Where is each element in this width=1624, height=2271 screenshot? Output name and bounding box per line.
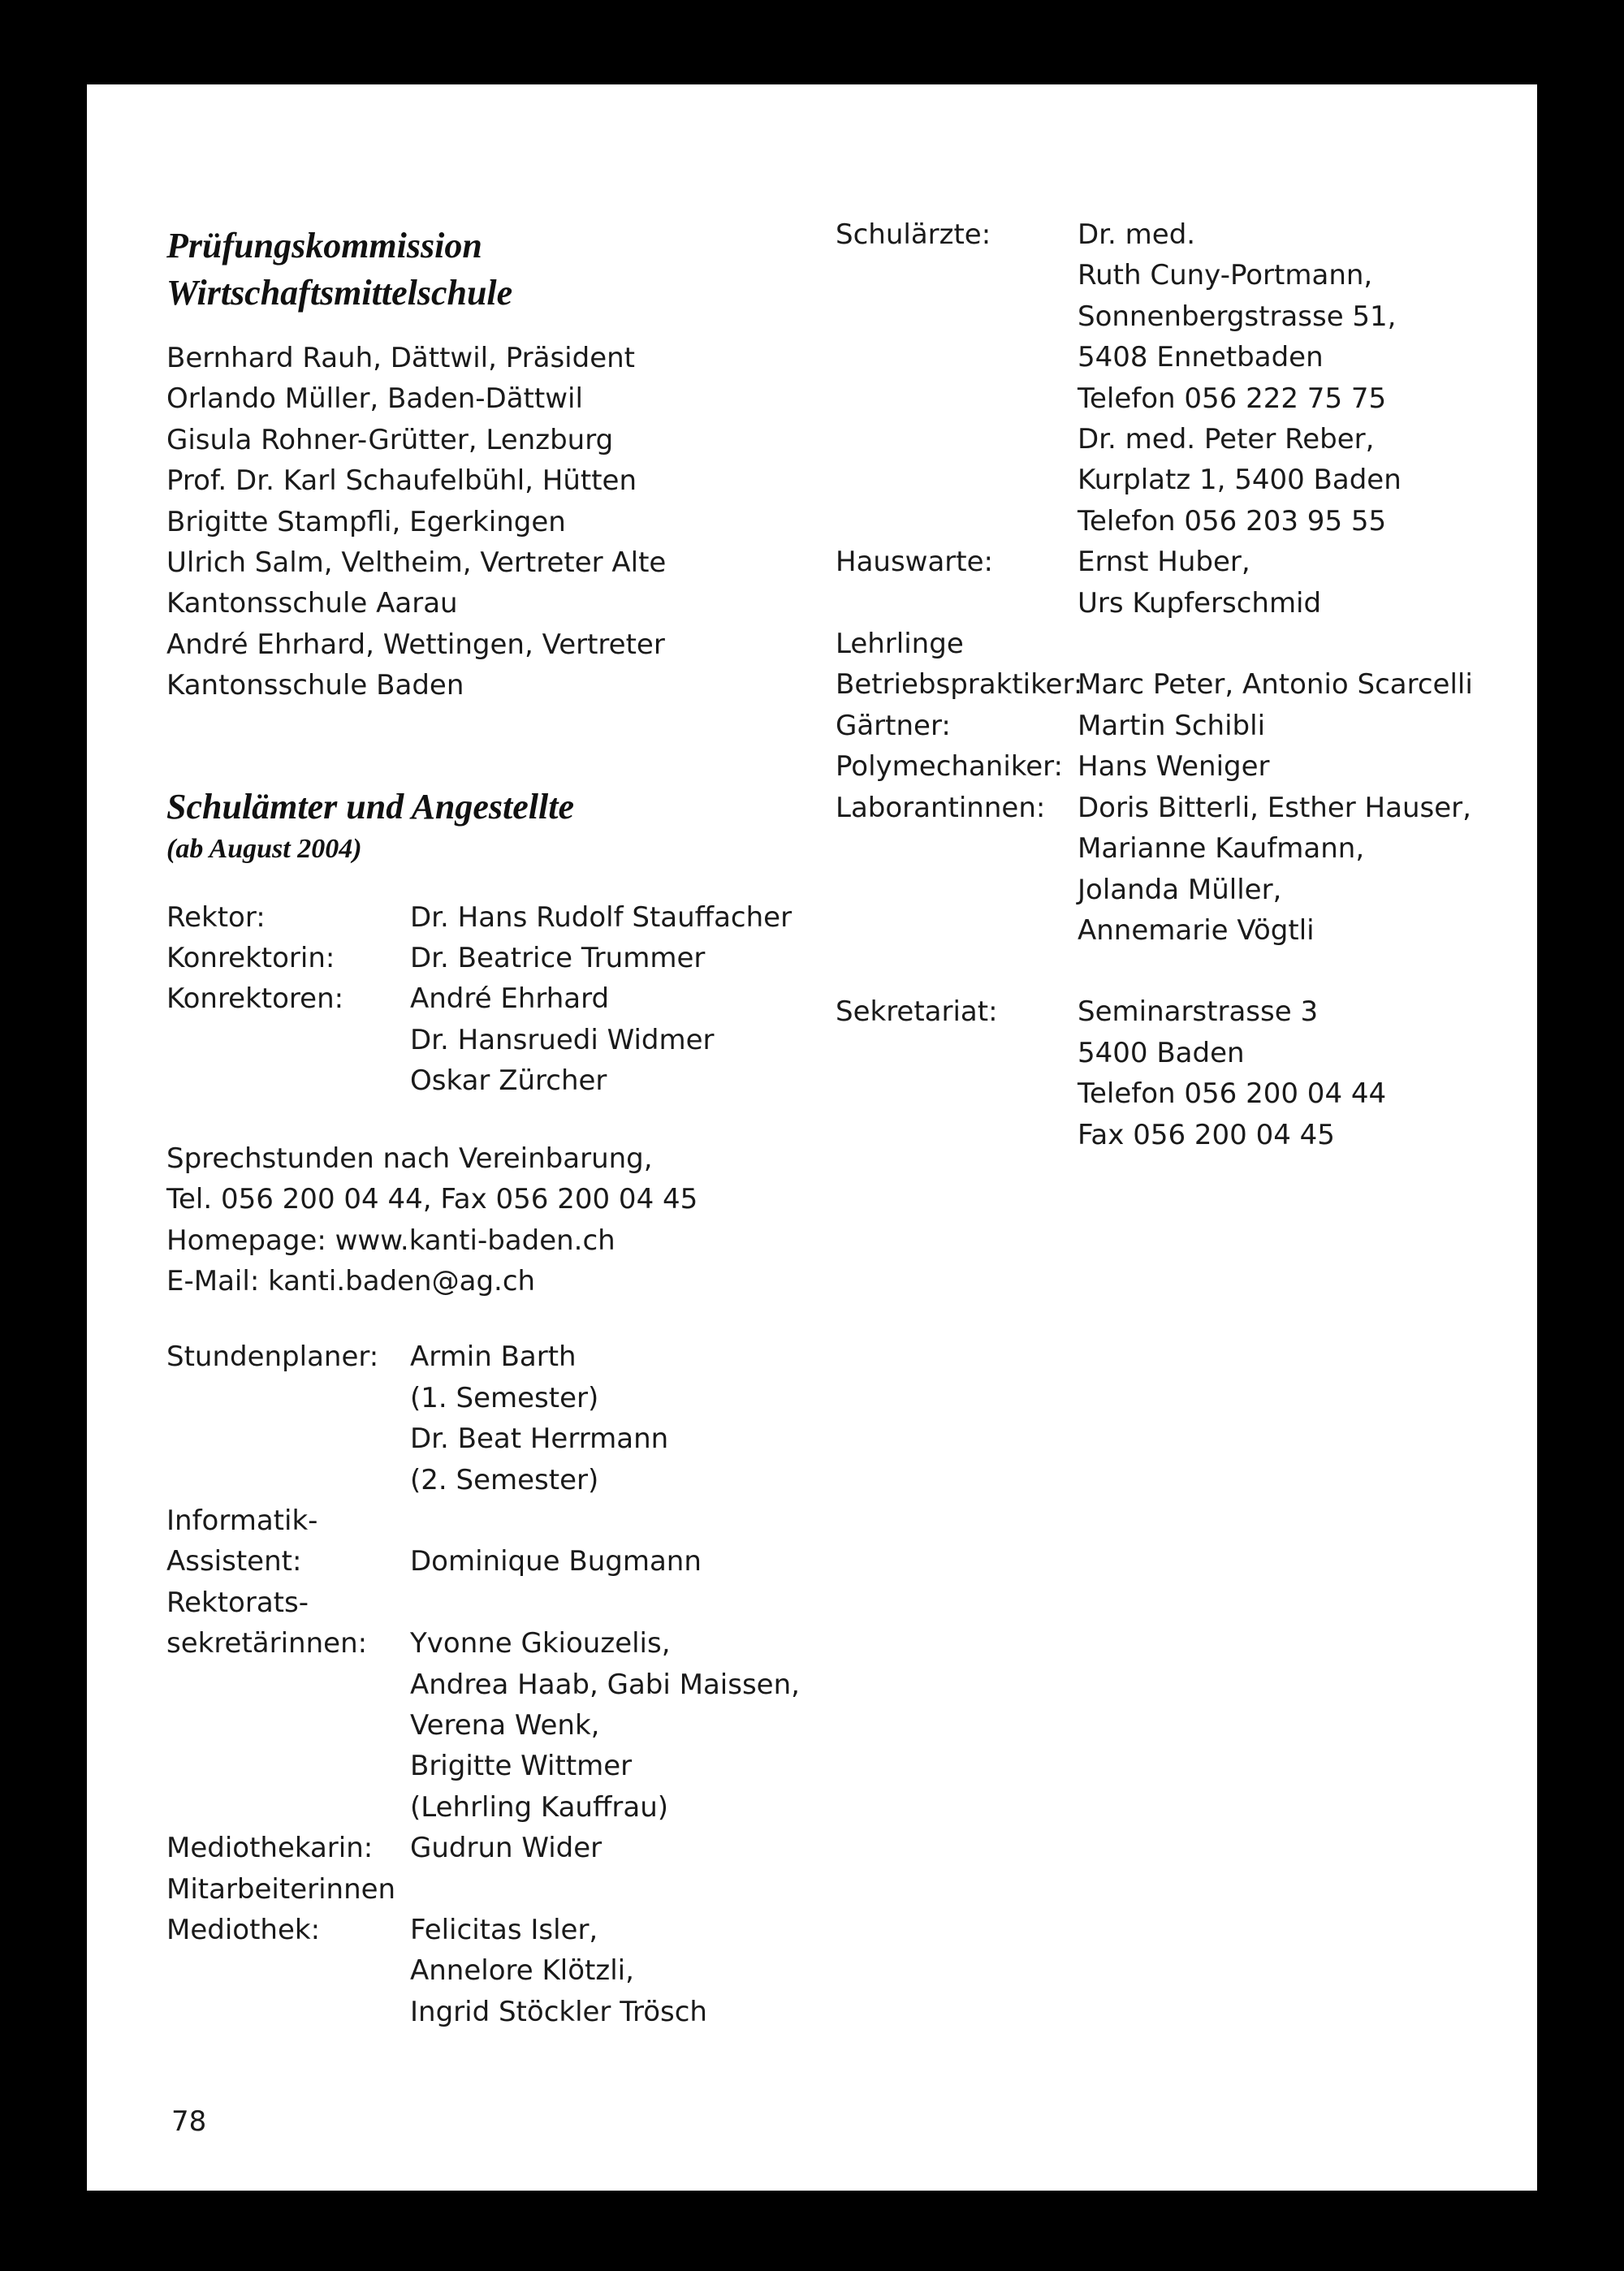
document-page xyxy=(87,84,1537,2191)
lehrlinge-row xyxy=(836,706,1518,746)
lehrlinge-value: Hans Weniger xyxy=(1078,750,1270,784)
staff-value xyxy=(410,1869,897,1910)
staff-label: Mediothekarin: xyxy=(166,1832,374,1865)
lehrlinge-label: Laborantinnen: xyxy=(836,791,1046,824)
lehrlinge-value: Annemarie Vögtli xyxy=(1078,913,1315,947)
schulaerzte-value: Telefon 056 203 95 55 xyxy=(1078,504,1387,538)
member-line: Ulrich Salm, Veltheim, Vertreter Alte xyxy=(166,546,667,580)
schulaerzte-value: Telefon 056 222 75 75 xyxy=(1078,382,1387,415)
left-column xyxy=(166,222,897,2032)
schulaerzte-label: Schulärzte: xyxy=(836,218,991,251)
staff-value: (1. Semester) xyxy=(410,1381,599,1414)
staff-value xyxy=(410,1500,897,1541)
member-line: Bernhard Rauh, Dättwil, Präsident xyxy=(166,342,636,374)
leadership-label: Konrektorin: xyxy=(166,942,335,975)
lehrlinge-value: Jolanda Müller, xyxy=(1078,873,1282,906)
staff-value: Ingrid Stöckler Trösch xyxy=(410,1995,707,2028)
member-line: Kantonsschule Aarau xyxy=(166,587,458,620)
leadership-row xyxy=(166,897,897,938)
staff-label: Assistent: xyxy=(166,1545,302,1578)
staff-row xyxy=(166,1500,897,1582)
staff-value xyxy=(410,1582,897,1623)
leadership-label: Rektor: xyxy=(166,900,266,934)
staff-value: Felicitas Isler, xyxy=(410,1914,598,1946)
staff-value: Dr. Beat Herrmann xyxy=(410,1423,669,1456)
staff-row xyxy=(166,1582,897,1828)
pruefungskommission-members xyxy=(166,338,897,706)
staff-value: Brigitte Wittmer xyxy=(410,1750,633,1783)
lehrlinge-value: Marc Peter, Antonio Scarcelli xyxy=(1078,668,1473,702)
schulaerzte-value: Kurplatz 1, 5400 Baden xyxy=(1078,464,1402,497)
staff-label: Stundenplaner: xyxy=(166,1341,379,1374)
sekretariat-value: Telefon 056 200 04 44 xyxy=(1078,1077,1387,1111)
staff-value: Armin Barth xyxy=(410,1341,577,1374)
leadership-list xyxy=(166,897,897,1102)
staff-row xyxy=(166,1869,897,2033)
leadership-label: Konrektoren: xyxy=(166,982,344,1016)
member-line: Kantonsschule Baden xyxy=(166,669,464,702)
sekretariat-value: Seminarstrasse 3 xyxy=(1078,995,1319,1029)
sekretariat-label: Sekretariat: xyxy=(836,995,998,1029)
leadership-value: Oskar Zürcher xyxy=(410,1064,607,1098)
lehrlinge-value: Marianne Kaufmann, xyxy=(1078,832,1365,866)
staff-value: Gudrun Wider xyxy=(410,1832,603,1865)
contact-line: E-Mail: kanti.baden@ag.ch xyxy=(166,1264,536,1297)
schulaerzte-value: 5408 Ennetbaden xyxy=(1078,341,1324,374)
lehrlinge-value: Doris Bitterli, Esther Hauser, xyxy=(1078,791,1471,824)
staff-list xyxy=(166,1336,897,2032)
leadership-row xyxy=(166,978,897,1101)
contact-line: Homepage: www.kanti-baden.ch xyxy=(166,1224,615,1257)
lehrlinge-row xyxy=(836,746,1518,787)
schulaerzte-value: Dr. med. Peter Reber, xyxy=(1078,423,1375,456)
staff-row xyxy=(166,1336,897,1500)
leadership-value: Dr. Hans Rudolf Stauffacher xyxy=(410,900,793,934)
staff-value: Verena Wenk, xyxy=(410,1708,600,1742)
pruefungskommission-title: Prüfungskommission Wirtschaftsmittelschule xyxy=(166,226,513,313)
leadership-value: André Ehrhard xyxy=(410,982,610,1016)
leadership-row xyxy=(166,938,897,978)
lehrlinge-label: Gärtner: xyxy=(836,709,951,742)
staff-label: Rektorats- xyxy=(166,1586,309,1619)
sekretariat-row xyxy=(836,991,1518,1155)
lehrlinge-row xyxy=(836,788,1518,952)
schulaerzte-value: Ruth Cuny-Portmann, xyxy=(1078,259,1373,292)
staff-label: sekretärinnen: xyxy=(166,1627,368,1660)
hauswarte-row xyxy=(836,542,1518,624)
member-line: Orlando Müller, Baden-Dättwil xyxy=(166,382,583,416)
page-number: 78 xyxy=(171,2105,207,2138)
lehrlinge-heading: Lehrlinge xyxy=(836,628,964,661)
staff-value: (Lehrling Kauffrau) xyxy=(410,1790,669,1824)
staff-label: Mitarbeiterinnen xyxy=(166,1872,396,1906)
sekretariat-value: Fax 056 200 04 45 xyxy=(1078,1118,1335,1151)
hauswarte-value: Urs Kupferschmid xyxy=(1078,586,1322,620)
hauswarte-value: Ernst Huber, xyxy=(1078,546,1250,579)
staff-value: Yvonne Gkiouzelis, xyxy=(410,1627,671,1660)
schulaemter-subtitle: (ab August 2004) xyxy=(166,833,362,864)
contact-line: Tel. 056 200 04 44, Fax 056 200 04 45 xyxy=(166,1183,698,1216)
staff-value: (2. Semester) xyxy=(410,1463,599,1496)
staff-value: Andrea Haab, Gabi Maissen, xyxy=(410,1668,800,1701)
lehrlinge-row xyxy=(836,664,1518,705)
contact-line: Sprechstunden nach Vereinbarung, xyxy=(166,1142,653,1175)
staff-row xyxy=(166,1828,897,1868)
staff-value: Annelore Klötzli, xyxy=(410,1954,634,1988)
leadership-value: Dr. Hansruedi Widmer xyxy=(410,1023,715,1056)
staff-label: Mediothek: xyxy=(166,1914,321,1946)
hauswarte-label: Hauswarte: xyxy=(836,546,993,579)
schulaerzte-value: Dr. med. xyxy=(1078,218,1196,251)
schulaemter-title: Schulämter und Angestellte xyxy=(166,786,575,827)
staff-label: Informatik- xyxy=(166,1504,318,1537)
schulaerzte-value: Sonnenbergstrasse 51, xyxy=(1078,300,1397,333)
member-line: Brigitte Stampfli, Egerkingen xyxy=(166,505,566,538)
lehrlinge-label: Polymechaniker: xyxy=(836,750,1064,784)
lehrlinge-label: Betriebspraktiker: xyxy=(836,668,1083,702)
leadership-value: Dr. Beatrice Trummer xyxy=(410,942,706,975)
member-line: Gisula Rohner-Grütter, Lenzburg xyxy=(166,423,614,456)
right-column xyxy=(836,214,1518,1155)
schulaerzte-row xyxy=(836,214,1518,542)
staff-value: Dominique Bugmann xyxy=(410,1545,702,1578)
contact-block xyxy=(166,1138,897,1302)
sekretariat-value: 5400 Baden xyxy=(1078,1036,1245,1069)
lehrlinge-value: Martin Schibli xyxy=(1078,709,1266,742)
member-line: André Ehrhard, Wettingen, Vertreter xyxy=(166,628,665,661)
member-line: Prof. Dr. Karl Schaufelbühl, Hütten xyxy=(166,464,637,498)
